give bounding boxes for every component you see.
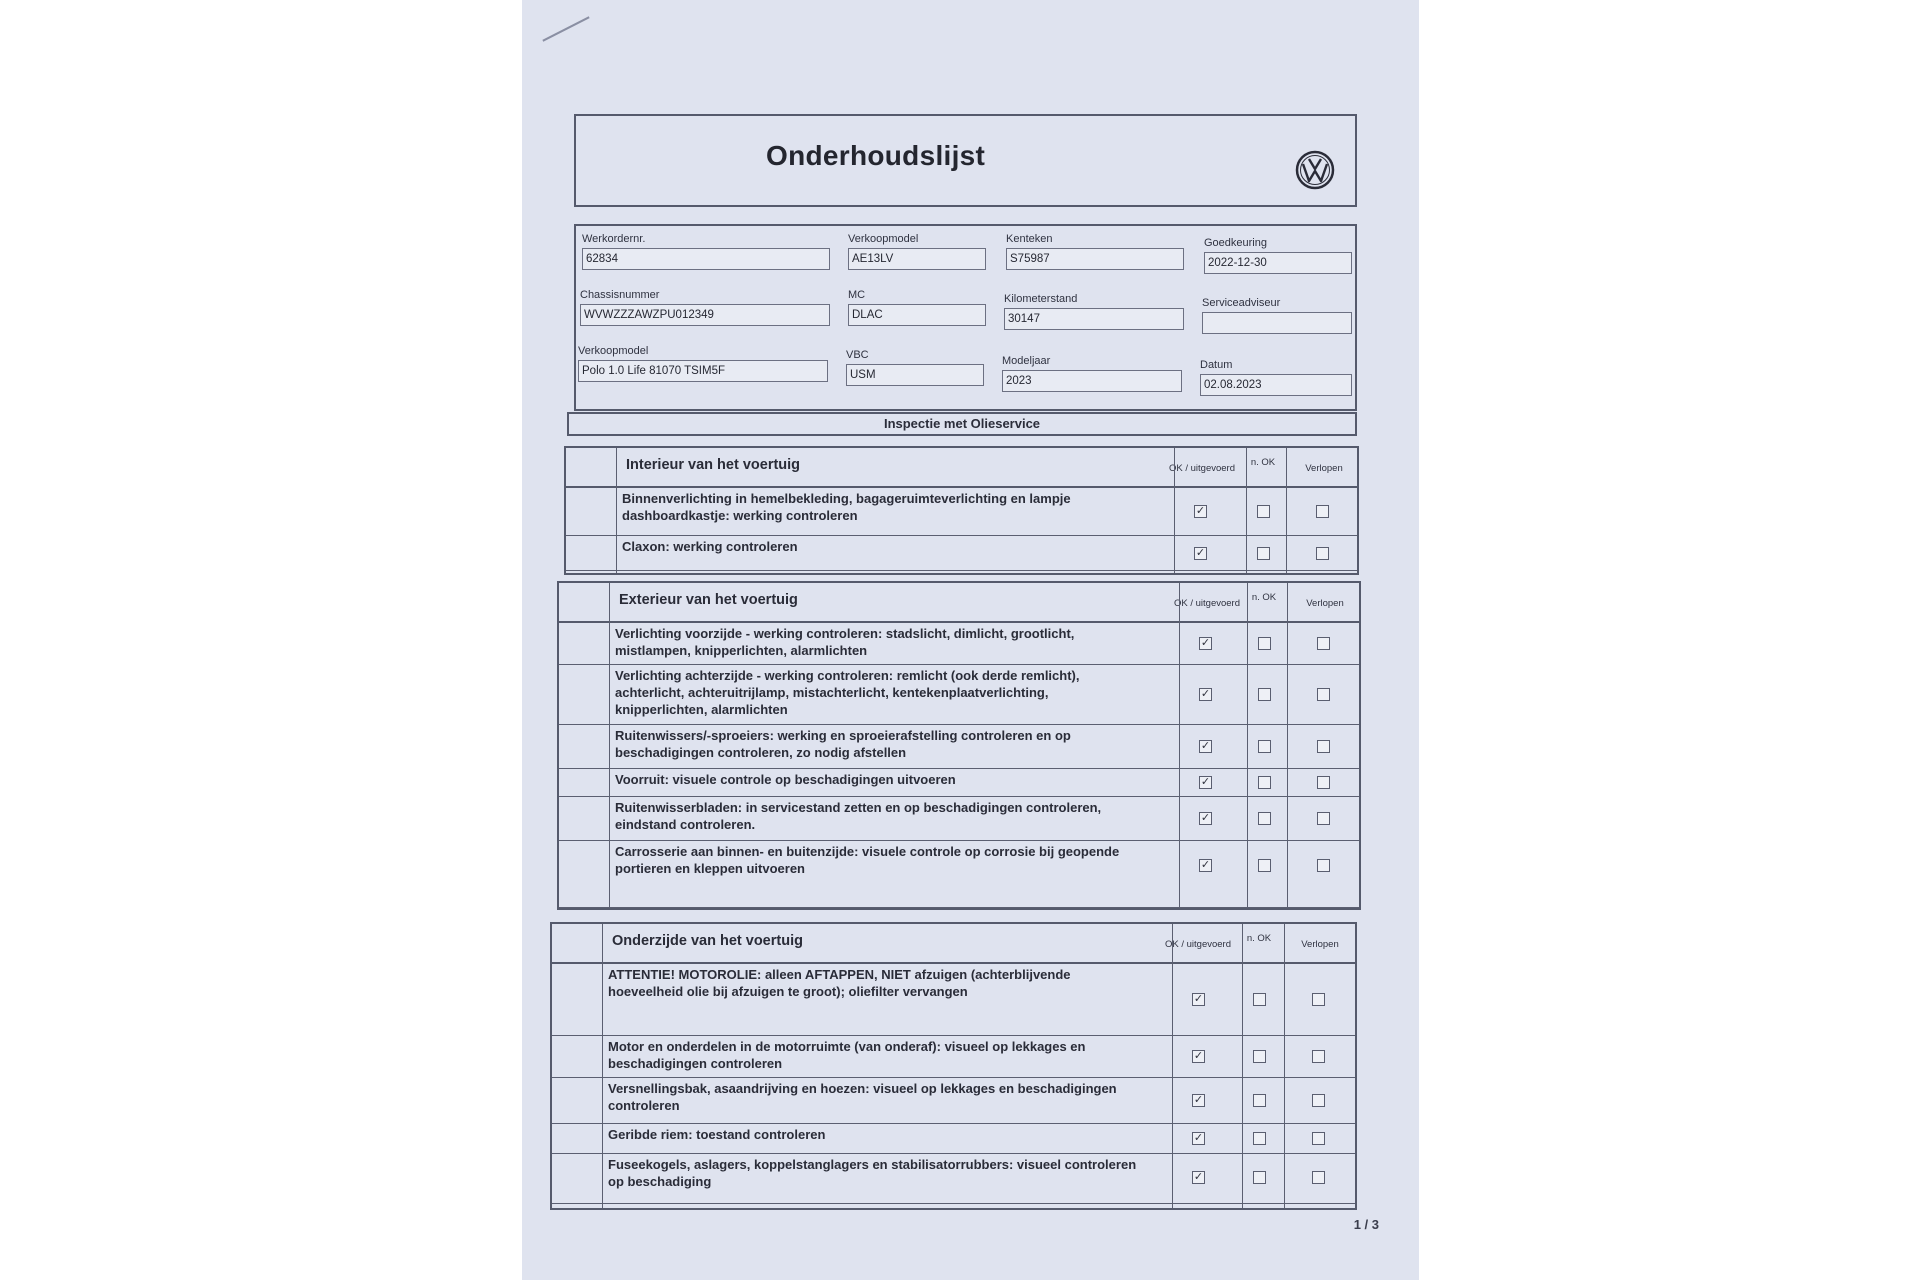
- checkbox-verlopen[interactable]: [1312, 1171, 1325, 1184]
- checkbox-ok[interactable]: ✓: [1193, 993, 1204, 1005]
- checklist-row: [552, 1124, 1355, 1154]
- checkbox-ok[interactable]: ✓: [1200, 859, 1211, 871]
- checkbox-verlopen[interactable]: [1316, 547, 1329, 560]
- field-label: Verkoopmodel: [848, 233, 919, 245]
- column-divider: [1246, 448, 1247, 573]
- field-label: VBC: [846, 349, 869, 361]
- checklist-row: [552, 1036, 1355, 1078]
- field-label: Kilometerstand: [1004, 293, 1078, 305]
- column-divider: [1284, 924, 1285, 1208]
- section-header: [552, 924, 1355, 964]
- checklist-row: [559, 725, 1359, 769]
- checkbox-verlopen[interactable]: [1312, 993, 1325, 1006]
- field-label: Serviceadviseur: [1202, 297, 1281, 309]
- vehicle-info-box: [574, 224, 1357, 411]
- field-verkoopmodel: [578, 344, 828, 382]
- checkbox-ok[interactable]: ✓: [1200, 688, 1211, 700]
- checklist-row: [566, 488, 1357, 536]
- field-datum: [1200, 358, 1352, 396]
- column-header-verlopen: Verlopen: [1305, 463, 1343, 474]
- field-vbc: [846, 348, 984, 386]
- field-value: AE13LV: [848, 248, 986, 270]
- checkbox-nok[interactable]: [1258, 740, 1271, 753]
- column-divider: [1247, 583, 1248, 908]
- document-header: [574, 114, 1357, 207]
- field-goedkeuring: [1204, 236, 1352, 274]
- field-kilometerstand: [1004, 292, 1184, 330]
- column-header-verlopen: Verlopen: [1306, 598, 1344, 609]
- field-value: 02.08.2023: [1200, 374, 1352, 396]
- column-divider: [1174, 448, 1175, 573]
- field-modeljaar: [1002, 354, 1182, 392]
- field-mc: [848, 288, 986, 326]
- checklist-item-text: Carrosserie aan binnen- en buitenzijde: visuele controle op corrosie bij geopende portieren en kleppen uitvoeren: [615, 844, 1120, 876]
- checklist-item-text: Verlichting voorzijde - werking controleren: stadslicht, dimlicht, grootlicht, mistlampen, knipperlichten, alarmlichten: [615, 626, 1075, 658]
- column-header-nok: n. OK: [1250, 457, 1276, 468]
- field-value: 2023: [1002, 370, 1182, 392]
- checkbox-nok[interactable]: [1258, 637, 1271, 650]
- checkbox-nok[interactable]: [1258, 688, 1271, 701]
- checkbox-ok[interactable]: ✓: [1195, 505, 1206, 517]
- checkbox-ok[interactable]: ✓: [1200, 812, 1211, 824]
- checklist-item-text: Fuseekogels, aslagers, koppelstanglagers en stabilisatorrubbers: visueel controleren op beschadiging: [608, 1157, 1137, 1189]
- checklist-item-text: Verlichting achterzijde - werking controleren: remlicht (ook derde remlicht), achterlicht, achteruitrijlamp, mistachterlicht, kentekenplaatverlichting, knipperlichten, alarmlichten: [615, 668, 1080, 717]
- checkbox-nok[interactable]: [1253, 993, 1266, 1006]
- field-werkordernr: [582, 232, 830, 270]
- document-page: [522, 0, 1419, 1280]
- checklist-row: [566, 536, 1357, 571]
- checklist-item-text: Motor en onderdelen in de motorruimte (van onderaf): visueel op lekkages en beschadigingen controleren: [608, 1039, 1086, 1071]
- field-value: 2022-12-30: [1204, 252, 1352, 274]
- checklist-row: [559, 797, 1359, 841]
- checkbox-ok[interactable]: ✓: [1193, 1050, 1204, 1062]
- field-label: Chassisnummer: [580, 289, 660, 301]
- column-divider: [1242, 924, 1243, 1208]
- checkbox-verlopen[interactable]: [1312, 1050, 1325, 1063]
- checklist-item-text: Binnenverlichting in hemelbekleding, bagageruimteverlichting en lampje dashboardkastje: werking controleren: [622, 491, 1071, 523]
- column-header-nok: n. OK: [1246, 933, 1272, 944]
- field-label: Modeljaar: [1002, 355, 1051, 367]
- field-chassisnummer: [580, 288, 830, 326]
- field-value: Polo 1.0 Life 81070 TSIM5F: [578, 360, 828, 382]
- checkbox-ok[interactable]: ✓: [1193, 1094, 1204, 1106]
- column-header-verlopen: Verlopen: [1301, 939, 1339, 950]
- vw-logo: [1295, 150, 1335, 190]
- section-interieur: [564, 446, 1359, 575]
- field-label: Werkordernr.: [582, 233, 646, 245]
- checklist-row: [552, 1154, 1355, 1204]
- checkbox-nok[interactable]: [1253, 1171, 1266, 1184]
- column-divider: [616, 448, 617, 573]
- section-title: Exterieur van het voertuig: [619, 592, 798, 608]
- field-label: Goedkeuring: [1204, 237, 1267, 249]
- column-header-ok: OK / uitgevoerd: [1173, 598, 1240, 609]
- checkbox-verlopen[interactable]: [1317, 776, 1330, 789]
- column-header-nok: n. OK: [1251, 592, 1277, 603]
- checkbox-verlopen[interactable]: [1312, 1094, 1325, 1107]
- section-exterieur: [557, 581, 1361, 910]
- column-divider: [1172, 924, 1173, 1208]
- checkbox-verlopen[interactable]: [1317, 688, 1330, 701]
- column-header-ok: OK / uitgevoerd: [1164, 939, 1231, 950]
- inspection-title: Inspectie met Olieservice: [567, 412, 1357, 436]
- field-value: DLAC: [848, 304, 986, 326]
- field-value: 62834: [582, 248, 830, 270]
- checklist-row: [559, 841, 1359, 908]
- field-label: Verkoopmodel: [578, 345, 649, 357]
- checkbox-nok[interactable]: [1258, 776, 1271, 789]
- checkbox-verlopen[interactable]: [1317, 637, 1330, 650]
- checkbox-verlopen[interactable]: [1316, 505, 1329, 518]
- checkbox-nok[interactable]: [1257, 505, 1270, 518]
- checkbox-ok[interactable]: ✓: [1200, 740, 1211, 752]
- checkbox-ok[interactable]: ✓: [1195, 547, 1206, 559]
- checkbox-nok[interactable]: [1253, 1050, 1266, 1063]
- column-divider: [609, 583, 610, 908]
- checklist-row: [559, 665, 1359, 725]
- field-value: [1202, 312, 1352, 334]
- checkbox-verlopen[interactable]: [1312, 1132, 1325, 1145]
- section-title: Onderzijde van het voertuig: [612, 933, 803, 949]
- checkbox-verlopen[interactable]: [1317, 812, 1330, 825]
- checkbox-ok[interactable]: ✓: [1193, 1171, 1204, 1183]
- field-value: 30147: [1004, 308, 1184, 330]
- field-value: WVWZZZAWZPU012349: [580, 304, 830, 326]
- checklist-row: [552, 1078, 1355, 1124]
- field-label: Datum: [1200, 359, 1233, 371]
- page-number: 1 / 3: [1353, 1217, 1379, 1232]
- checklist-row: [559, 623, 1359, 665]
- document-title: Onderhoudslijst: [766, 140, 986, 171]
- checklist-item-text: Claxon: werking controleren: [622, 539, 798, 554]
- checkbox-verlopen[interactable]: [1317, 740, 1330, 753]
- checkbox-nok[interactable]: [1258, 859, 1271, 872]
- checklist-row: [552, 964, 1355, 1036]
- checklist-item-text: Geribde riem: toestand controleren: [608, 1127, 826, 1142]
- checkbox-verlopen[interactable]: [1317, 859, 1330, 872]
- checkbox-ok[interactable]: ✓: [1200, 776, 1211, 788]
- section-header: [559, 583, 1359, 623]
- section-header: [566, 448, 1357, 488]
- field-value: USM: [846, 364, 984, 386]
- section-title: Interieur van het voertuig: [626, 457, 801, 473]
- column-header-ok: OK / uitgevoerd: [1168, 463, 1235, 474]
- field-label: MC: [848, 289, 866, 301]
- column-divider: [1287, 583, 1288, 908]
- checkbox-nok[interactable]: [1257, 547, 1270, 560]
- checkbox-nok[interactable]: [1253, 1132, 1266, 1145]
- field-verkoopmodel-code: [848, 232, 986, 270]
- checklist-item-text: Ruitenwissers/-sproeiers: werking en sproeierafstelling controleren en op beschadigingen controleren, zo nodig afstellen: [615, 728, 1071, 760]
- checklist-row: [559, 769, 1359, 797]
- checkbox-ok[interactable]: ✓: [1193, 1132, 1204, 1144]
- checklist-item-text: ATTENTIE! MOTOROLIE: alleen AFTAPPEN, NIET afzuigen (achterblijvende hoeveelheid olie bij afzuigen te groot); oliefilter vervangen: [608, 967, 1071, 999]
- column-divider: [1286, 448, 1287, 573]
- field-value: S75987: [1006, 248, 1184, 270]
- checklist-item-text: Ruitenwisserbladen: in servicestand zetten en op beschadigingen controleren, eindstand controleren.: [615, 800, 1102, 832]
- checkbox-nok[interactable]: [1258, 812, 1271, 825]
- column-divider: [602, 924, 603, 1208]
- paper-fold-mark: [542, 16, 589, 41]
- checkbox-ok[interactable]: ✓: [1200, 637, 1211, 649]
- field-label: Kenteken: [1006, 233, 1053, 245]
- section-onderzijde: [550, 922, 1357, 1210]
- field-serviceadviseur: [1202, 296, 1352, 334]
- checklist-item-text: Voorruit: visuele controle op beschadigingen uitvoeren: [615, 772, 956, 787]
- column-divider: [1179, 583, 1180, 908]
- checkbox-nok[interactable]: [1253, 1094, 1266, 1107]
- checklist-item-text: Versnellingsbak, asaandrijving en hoezen: visueel op lekkages en beschadigingen controleren: [608, 1081, 1117, 1113]
- field-kenteken: [1006, 232, 1184, 270]
